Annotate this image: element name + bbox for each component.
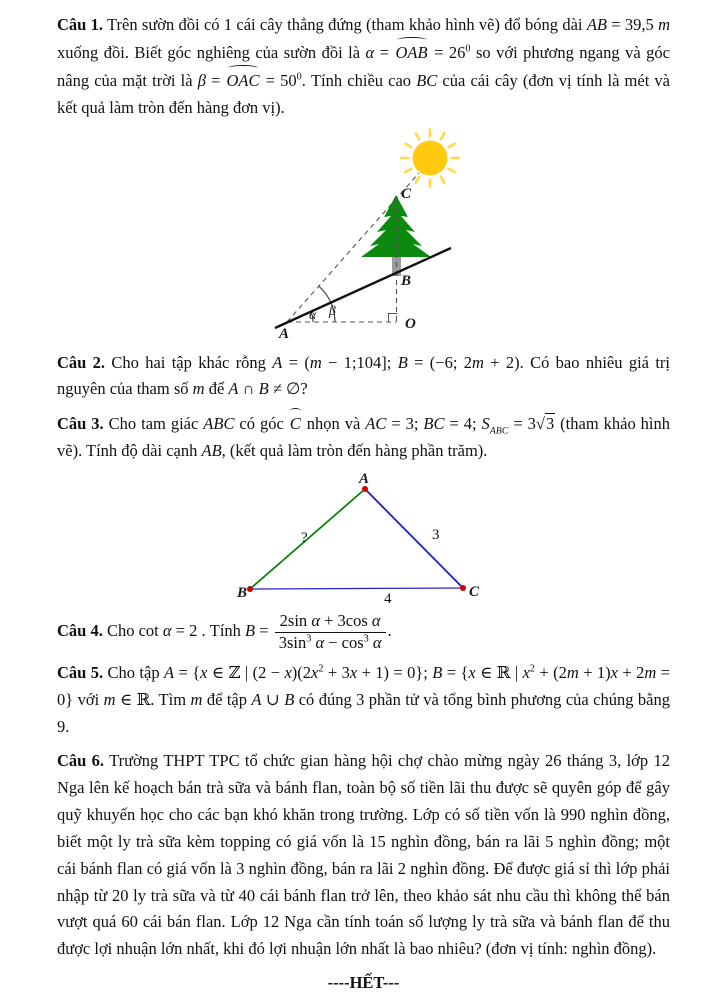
problem-cau-3: Câu 3. Cho tam giác ABC có góc C nhọn và AC = 3; BC = 4; $S_{ABC} = 3√3$ (tham khảo hình vẽ). Tính độ dài cạnh AB, (kết quả làm tròn đến hàng phần trăm). bbox=[57, 410, 670, 465]
label-side-ac: 3 bbox=[432, 527, 440, 544]
label-side-ab: ? bbox=[301, 530, 308, 547]
figure-triangle-abc bbox=[237, 472, 497, 607]
problem-cau-4: Câu 4. Cho cot α = 2 . Tính B = $\frac{\text{2sin α + 3cos α}}{3\sin^3 \alpha - \cos^3 \alpha}$ . bbox=[57, 611, 392, 652]
sun-disc-icon bbox=[413, 140, 448, 175]
label-a: A bbox=[359, 471, 370, 488]
vertex-c-point bbox=[460, 585, 466, 591]
figure-tree-sun bbox=[275, 129, 545, 344]
problem-cau-2: Câu 2. Cho hai tập khác rỗng A = (m − 1;104]; B = (−6; 2m + 2). Có bao nhiêu giá trị nguyên của tham số m để A ∩ B ≠ ∅? bbox=[57, 352, 670, 399]
vertex-b-point bbox=[247, 586, 253, 592]
label-o: O bbox=[405, 315, 416, 332]
problem-cau-5: Câu 5. Cho tập A = {x ∈ ℤ | $(2 - x)(2x^2 + 3x + 1) = 0$}; B = {x ∈ ℝ | $x^2 + (2m + 1)x + 2m = 0$} với m ∈ ℝ. Tìm m để tập A ∪ B có đúng 3 phần tử và tổng bình phương của chúng bằng 9. bbox=[57, 663, 671, 737]
sun-icon bbox=[402, 129, 459, 186]
problem-cau-6: Câu 6. Trường THPT TPC tổ chức gian hàng hội chợ chào mừng ngày 26 tháng 3, lớp 12 Nga lên kế hoạch bán trà sữa và bánh flan, toàn bộ số tiền lãi thu được sẽ quyên góp để gây quỹ khuyến học cho các bạn khó khăn trong trường. Lớp có số tiền vốn là 990 nghìn đồng, biết một ly trà sữa kèm topping có giá vốn là 15 nghìn đồng, bán ra lãi 5 nghìn đồng; một cái bánh flan có giá vốn là 3 nghìn đồng, bán ra lãi 2 nghìn đồng. Để được giá sỉ thì lớp phải nhập từ 20 ly trà sữa và từ 40 cái bánh flan trở lên, theo khảo sát nhu cầu thì không thể bán vượt quá 60 cái bán flan. Lớp 12 Nga cần tính toán số lượng ly trà sữa và bánh flan để thu được lợi nhuận lớn nhất, khi đó lợi nhuận lớn nhất là bao nhiêu? (đơn vị tính: nghìn đồng). bbox=[57, 751, 670, 959]
label-beta: β bbox=[329, 302, 336, 318]
label-b: B bbox=[401, 272, 412, 289]
figure-triangle-container bbox=[237, 472, 670, 607]
hillside-slope-line bbox=[275, 248, 451, 328]
side-bc bbox=[250, 588, 463, 589]
label-alpha: α bbox=[309, 306, 317, 322]
label-c: C bbox=[469, 584, 480, 601]
problem-cau-1: Câu 1. Trên sườn đồi có 1 cái cây thẳng đứng (tham khảo hình vẽ) đổ bóng dài AB = 39,5 m xuống đồi. Biết góc nghiêng của sườn đồi là α = OAB = $26^0$ so với phương ngang và góc nâng của mặt trời là β = OAC = $50^0$. Tính chiều cao BC của cái cây (đơn vị tính là mét và kết quả làm tròn đến hàng đơn vị). bbox=[57, 15, 670, 117]
end-marker: ----HẾT--- bbox=[327, 973, 400, 993]
figure-tree-sun-container bbox=[275, 129, 670, 344]
label-side-bc: 4 bbox=[384, 591, 392, 608]
right-angle-mark bbox=[389, 313, 398, 322]
label-c: C bbox=[401, 185, 412, 202]
label-b: B bbox=[237, 585, 248, 602]
label-a: A bbox=[279, 325, 290, 342]
side-ac bbox=[365, 489, 463, 588]
